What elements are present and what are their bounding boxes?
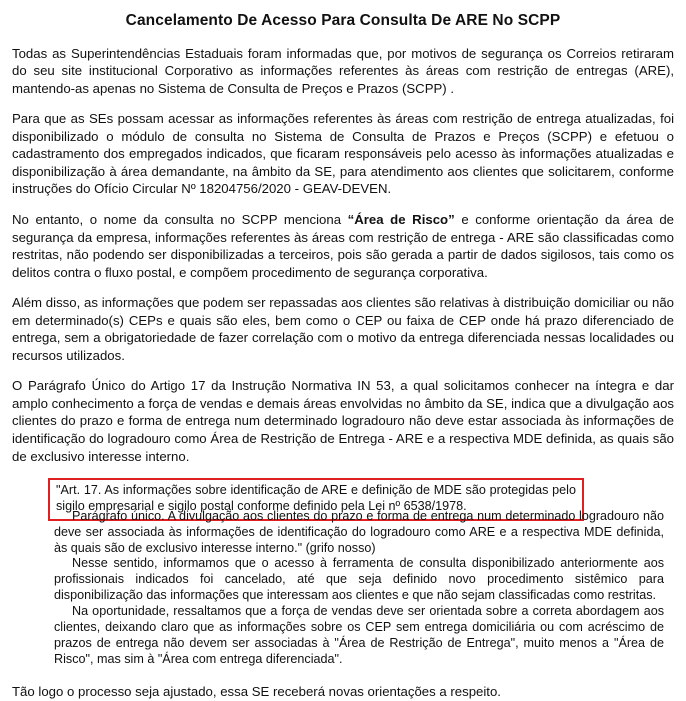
quote-line-3: Na oportunidade, ressaltamos que a força de vendas deve ser orientada sobre a correta abordagem aos clientes, deixando claro que as informações sobre os CEP sem entrega domiciliária ou com acréscimo de prazos de entrega não devem ser associadas à "Área de Restrição de Entrega", muito menos a "Área de Risco", mas sim à "Área com entrega diferenciada". (54, 603, 664, 666)
closing-paragraph: Tão logo o processo seja ajustado, essa SE receberá novas orientações a respeito. (12, 684, 501, 700)
quote-line-2: Nesse sentido, informamos que o acesso à ferramenta de consulta disponibilizado anteriormente aos profissionais indicados foi cancelado, até que seja definido novo procedimento sistêmico para disponibilização das informações que interessam aos clientes e que não sejam classificadas como restritas. (54, 556, 664, 603)
paragraph-risco-after: e conforme orientação da área de segurança da empresa, informações referentes às áreas com restrição de entrega - ARE são classificadas como restritas, não podendo ser disponibilizadas a terceiros, pois são gerada a partir de dados sigilosos, tais como os delitos contra o fluxo postal, e compõem procedimento de segurança corporativa. (12, 211, 674, 280)
quoted-norm-block (54, 478, 664, 667)
quote-line-1: Parágrafo único. A divulgação aos clientes do prazo e forma de entrega num determinado logradouro não deve ser associada às informações de identificação do logradouro como ARE e a respectiva MDE definida, às quais são de exclusivo interesse interno." (grifo nosso) (54, 508, 664, 555)
paragraph-3: Além disso, as informações que podem ser repassadas aos clientes são relativas à distribuição domiciliar ou não em determinado(s) CEPs e quais são eles, bem como o CEP ou faixa de CEP onde há prazo diferenciado de entrega, sem a obrigatoriedade de fazer correlação com o motivo da entrega diferenciada nessas localidades ou recursos utilizados. (12, 295, 674, 363)
paragraph-risco-bold: “Área de Risco” (347, 211, 455, 227)
paragraph-4: O Parágrafo Único do Artigo 17 da Instrução Normativa IN 53, a qual solicitamos conhecer na íntegra e dar amplo conhecimento a força de vendas e demais áreas envolvidas no âmbito da SE, indica que a divulgação aos clientes do prazo e forma de entrega num determinado logradouro não deve estar associada às informações de identificação do logradouro como Área de Restrição de Entrega - ARE e a respectiva MDE definida, as quais são de exclusivo interesse interno. (12, 378, 674, 464)
paragraph-2: Para que as SEs possam acessar as informações referentes às áreas com restrição de entrega atualizadas, foi disponibilizado o módulo de consulta no Sistema de Consulta de Prazos e Preços (SCPP) e efetuou o cadastramento dos empregados indicados, que ficaram responsáveis pelo acesso às informações atualizadas e disponibilização à área demandante, na âmbito da SE, para atendimento aos clientes que solicitarem, conforme instruções do Ofício Circular Nº 18204756/2020 - GEAV-DEVEN. (12, 111, 674, 197)
paragraph-area-de-risco (10, 211, 676, 281)
highlighted-article-text: "Art. 17. As informações sobre identificação de ARE e definição de MDE são protegidas pelo sigilo empresarial e sigilo postal conforme definido pela Lei nº 6538/1978. (56, 483, 576, 513)
paragraph-1: Todas as Superintendências Estaduais foram informadas que, por motivos de segurança os Correios retiraram do seu site institucional Corporativo as informações referentes às áreas com restrição de entregas (ARE), mantendo-as apenas no Sistema de Consulta de Preços e Prazos (SCPP) . (12, 45, 674, 96)
paragraph-risco-before: No entanto, o nome da consulta no SCPP menciona (12, 211, 348, 227)
quote-remaining-text (54, 509, 664, 668)
page-title: Cancelamento De Acesso Para Consulta De ARE No SCPP (125, 12, 561, 29)
